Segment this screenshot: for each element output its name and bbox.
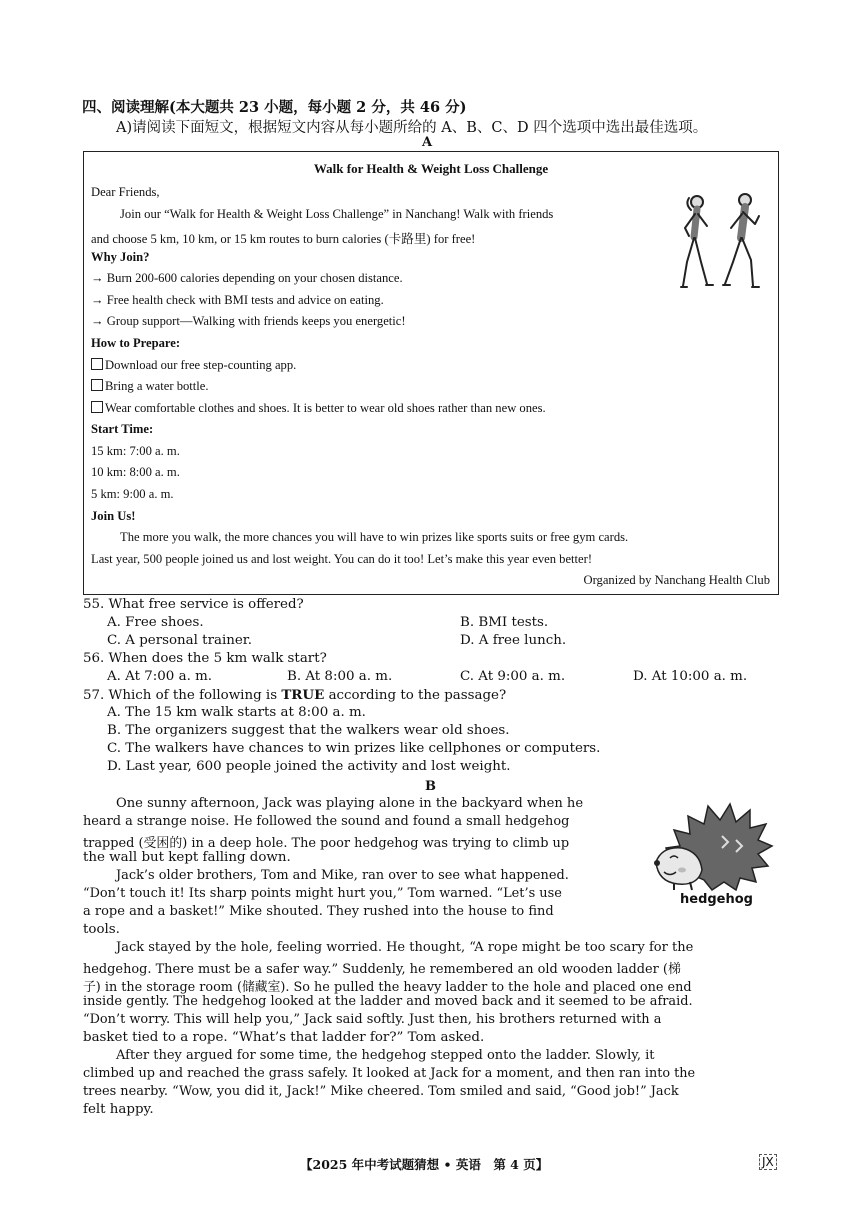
start-item: 5 km: 9:00 a. m.: [91, 487, 174, 501]
stem-emphasis: TRUE: [281, 687, 325, 703]
passage-b-line: a rope and a basket!” Mike shouted. They rushed into the house to find: [83, 904, 554, 919]
passage-b-line: the wall but kept falling down.: [83, 850, 291, 865]
join-line-1: The more you walk, the more chances you will have to win prizes like sports suits or free gym cards.: [120, 530, 629, 544]
passage-a-title: Walk for Health & Weight Loss Challenge: [313, 161, 549, 176]
section-title: 四、阅读理解(本大题共 23 小题，每小题 2 分，共 46 分): [82, 99, 467, 116]
passage-b-line: hedgehog. There must be a safer way.” Suddenly, he remembered an old wooden ladder (梯: [83, 962, 681, 977]
option[interactable]: A. The 15 km walk starts at 8:00 a. m.: [107, 705, 366, 720]
option[interactable]: D. At 10:00 a. m.: [633, 669, 748, 684]
option[interactable]: A. At 7:00 a. m.: [107, 669, 213, 684]
instruction: A)请阅读下面短文，根据短文内容从每小题所给的 A、B、C、D 四个选项中选出最佳选项。: [116, 120, 708, 136]
prepare-item: [91, 401, 546, 416]
option[interactable]: B. The organizers suggest that the walkers wear old shoes.: [107, 723, 510, 738]
intro-line-2: and choose 5 km, 10 km, or 15 km routes to burn calories (卡路里) for free!: [91, 232, 476, 246]
passage-a-box: [83, 151, 779, 595]
prepare-item: [91, 358, 296, 373]
option[interactable]: D. Last year, 600 people joined the activity and lost weight.: [107, 759, 511, 774]
prepare-item-text: Download our free step-counting app.: [105, 358, 297, 372]
checkbox-icon: [91, 358, 103, 370]
question-56-stem: 56. When does the 5 km walk start?: [83, 651, 327, 666]
why-heading: Why Join?: [91, 250, 150, 264]
passage-b-line: “Don’t worry. This will help you,” Jack said softly. Just then, his brothers returned with a: [83, 1012, 662, 1027]
passage-b-line: climbed up and reached the grass safely. It looked at Jack for a moment, and then ran into the: [83, 1066, 696, 1081]
passage-b-line: trapped (受困的) in a deep hole. The poor hedgehog was trying to climb up: [83, 836, 570, 851]
passage-b-line: 子) in the storage room (储藏室). So he pulled the heavy ladder to the hole and placed one end: [83, 980, 692, 995]
passage-b-line: “Don’t touch it! Its sharp points might hurt you,” Tom warned. “Let’s use: [83, 886, 562, 901]
passage-b-line: trees nearby. “Wow, you did it, Jack!” Mike cheered. Tom smiled and said, “Good job!” Jack: [83, 1084, 679, 1099]
join-heading: Join Us!: [91, 509, 136, 523]
hedgehog-icon: [652, 796, 774, 892]
greeting: Dear Friends,: [91, 185, 160, 199]
walking-people-icon: [667, 192, 775, 292]
stem-text: 57. Which of the following is: [83, 688, 282, 703]
footer-tag: JX: [759, 1154, 777, 1170]
join-line-2: Last year, 500 people joined us and lost weight. You can do it too! Let’s make this year even better!: [91, 552, 593, 566]
question-57-stem: [83, 687, 506, 703]
organizer: Organized by Nanchang Health Club: [583, 573, 770, 587]
option[interactable]: A. Free shoes.: [107, 615, 204, 630]
prepare-item: [91, 379, 209, 394]
option[interactable]: C. At 9:00 a. m.: [460, 669, 566, 684]
why-item: → Group support—Walking with friends keeps you energetic!: [91, 314, 406, 328]
why-item: → Burn 200-600 calories depending on your chosen distance.: [91, 271, 403, 285]
start-item: 10 km: 8:00 a. m.: [91, 465, 180, 479]
why-item: → Free health check with BMI tests and advice on eating.: [91, 293, 384, 307]
start-item: 15 km: 7:00 a. m.: [91, 444, 180, 458]
passage-b-line: inside gently. The hedgehog looked at the ladder and moved back and it seemed to be afraid.: [83, 994, 693, 1009]
option[interactable]: D. A free lunch.: [460, 633, 567, 648]
stem-text: according to the passage?: [324, 688, 507, 703]
passage-b-line: After they argued for some time, the hedgehog stepped onto the ladder. Slowly, it: [116, 1048, 655, 1063]
checkbox-icon: [91, 379, 103, 391]
checkbox-icon: [91, 401, 103, 413]
passage-b-line: Jack stayed by the hole, feeling worried. He thought, “A rope might be too scary for the: [116, 940, 694, 955]
passage-b-line: tools.: [83, 922, 120, 937]
passage-b-label: B: [425, 779, 436, 794]
prepare-heading: How to Prepare:: [91, 336, 181, 350]
passage-b-line: basket tied to a rope. “What’s that ladder for?” Tom asked.: [83, 1030, 485, 1045]
passage-a-label: A: [422, 135, 433, 150]
intro-line-1: Join our “Walk for Health & Weight Loss Challenge” in Nanchang! Walk with friends: [120, 207, 554, 221]
question-55-stem: 55. What free service is offered?: [83, 597, 304, 612]
start-heading: Start Time:: [91, 422, 154, 436]
prepare-item-text: Bring a water bottle.: [105, 379, 209, 393]
option[interactable]: B. BMI tests.: [460, 615, 549, 630]
passage-b-line: Jack’s older brothers, Tom and Mike, ran over to see what happened.: [116, 868, 569, 883]
option[interactable]: C. The walkers have chances to win prizes like cellphones or computers.: [107, 741, 601, 756]
passage-b-line: heard a strange noise. He followed the sound and found a small hedgehog: [83, 814, 570, 829]
passage-b-line: One sunny afternoon, Jack was playing alone in the backyard when he: [116, 796, 584, 811]
prepare-item-text: Wear comfortable clothes and shoes. It is better to wear old shoes rather than new ones.: [105, 401, 546, 415]
page-footer: 【2025 年中考试题猜想 • 英语 第 4 页】: [300, 1157, 549, 1172]
passage-b-line: felt happy.: [83, 1102, 154, 1117]
option[interactable]: C. A personal trainer.: [107, 633, 252, 648]
hedgehog-caption: hedgehog: [680, 892, 753, 907]
option[interactable]: B. At 8:00 a. m.: [287, 669, 393, 684]
